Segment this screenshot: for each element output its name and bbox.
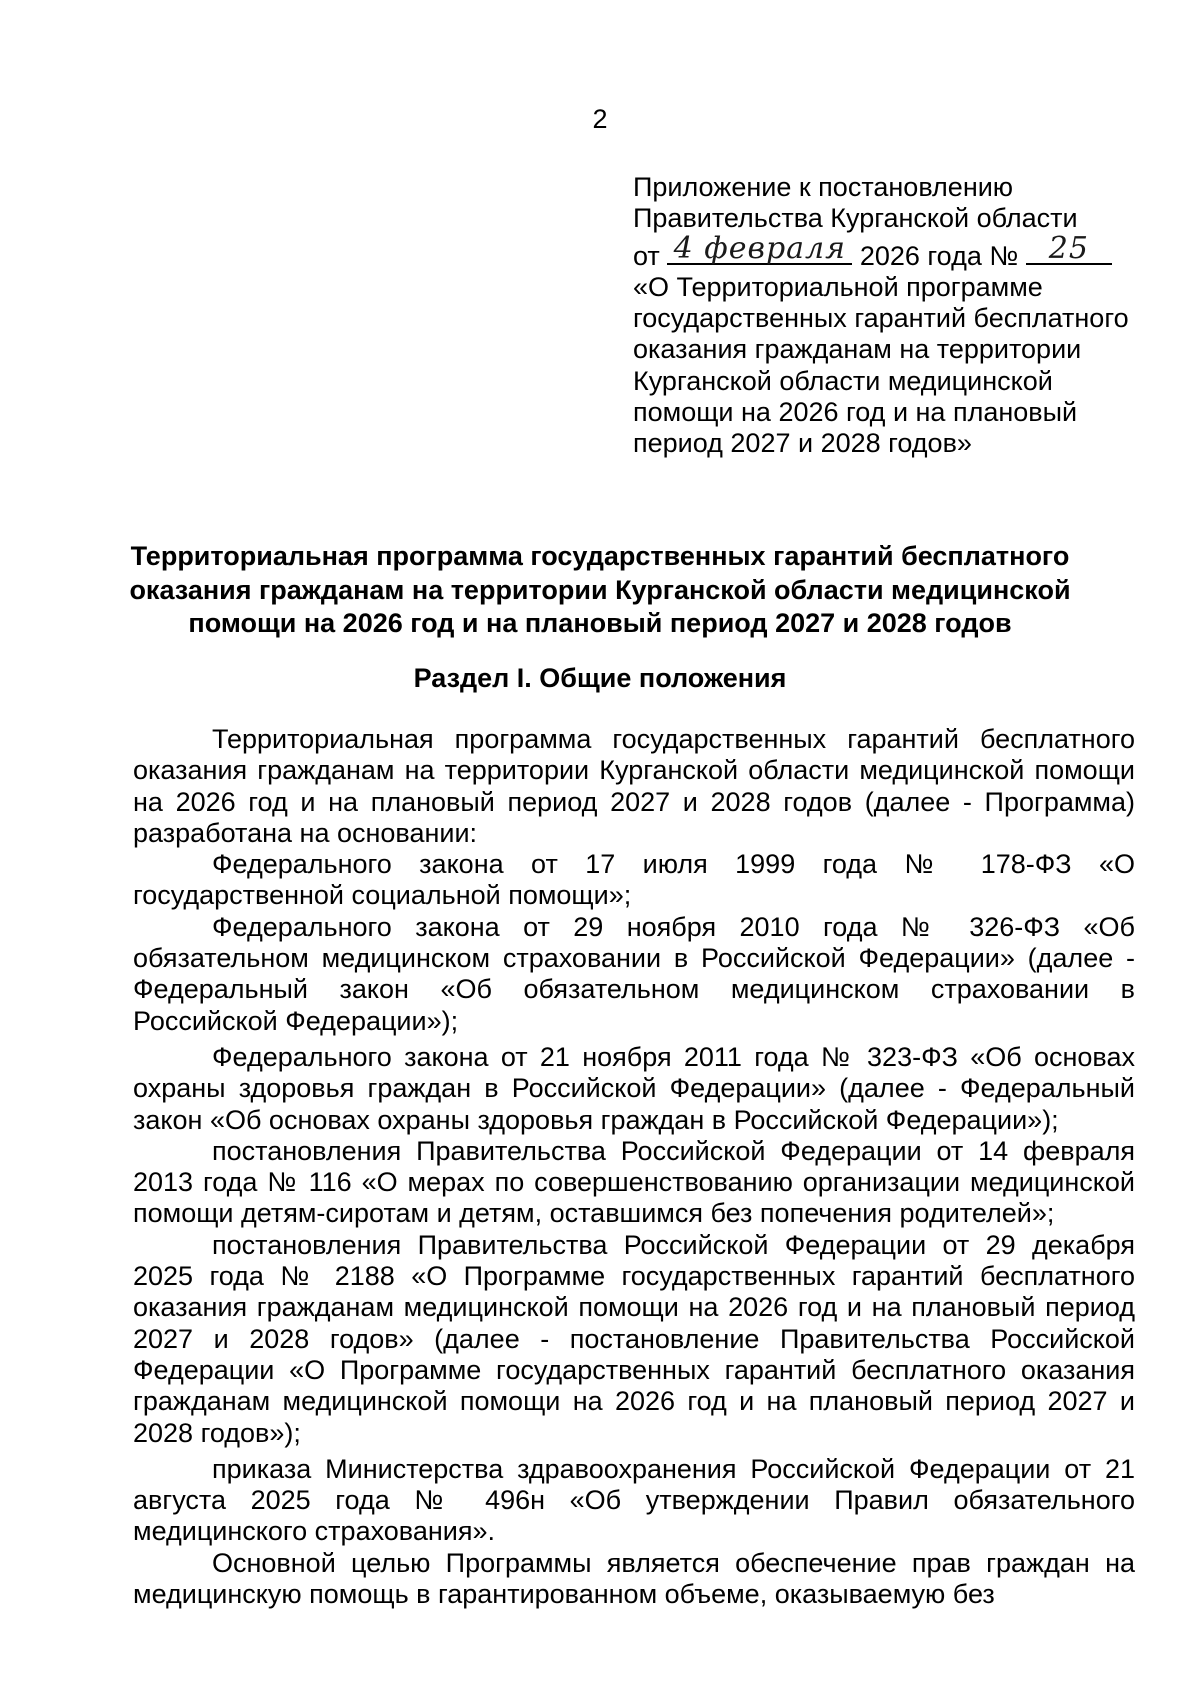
- section-heading: Раздел I. Общие положения: [413, 663, 787, 693]
- appendix-title-line: государственных гарантий бесплатного: [633, 303, 1129, 334]
- paragraph: Территориальная программа государственных гарантий бесплатного оказания гражданам на территории Курганской области медицинской помощи на 2026 год и на плановый период 2027 и 2028 годов (далее - Программа) разработана на основании:: [133, 724, 1135, 848]
- paragraph: Федерального закона от 17 июля 1999 года № 178-ФЗ «О государственной социальной помощи»;: [133, 849, 1135, 911]
- document-title-line: оказания гражданам на территории Курганской области медицинской: [129, 574, 1071, 605]
- paragraph: Федерального закона от 21 ноября 2011 года № 323-ФЗ «Об основах охраны здоровья граждан в Российской Федерации» (далее - Федеральный закон «Об основах охраны здоровья граждан в Российской Федерации»);: [133, 1041, 1135, 1135]
- appendix-line-2: Правительства Курганской области: [633, 203, 1078, 234]
- appendix-title-line: период 2027 и 2028 годов»: [633, 428, 972, 459]
- number-field: [1026, 231, 1112, 267]
- appendix-title-line: оказания гражданам на территории: [633, 334, 1082, 365]
- appendix-title-line: помощи на 2026 год и на плановый: [633, 397, 1078, 428]
- appendix-date-line: [633, 231, 1153, 272]
- date-prefix: от: [633, 240, 660, 271]
- year-text: 2026 года №: [859, 240, 1019, 271]
- handwritten-number: 25: [1048, 231, 1089, 267]
- appendix-line-1: Приложение к постановлению: [633, 172, 1014, 202]
- document-title-line: Территориальная программа государственных гарантий бесплатного: [130, 541, 1070, 571]
- document-title: [120, 540, 1080, 641]
- appendix-title-line: Курганской области медицинской: [633, 365, 1053, 396]
- date-field: [667, 231, 852, 267]
- appendix-title-line: «О Территориальной программе: [633, 271, 1043, 302]
- appendix-block: [633, 172, 1153, 460]
- page-number: 2: [592, 104, 608, 134]
- paragraph: постановления Правительства Российской Федерации от 29 декабря 2025 года № 2188 «О Программе государственных гарантий бесплатного оказания гражданам медицинской помощи на 2026 год и на плановый период 2027 и 2028 годов» (далее - постановление Правительства Российской Федерации «О Программе государственных гарантий бесплатного оказания гражданам медицинской помощи на 2026 год и на плановый период 2027 и 2028 годов»);: [133, 1229, 1135, 1448]
- paragraph: приказа Министерства здравоохранения Российской Федерации от 21 августа 2025 года № 496н «Об утверждении Правил обязательного медицинского страхования».: [133, 1453, 1135, 1547]
- handwritten-date: 4 февраля: [673, 231, 846, 267]
- document-title-line: помощи на 2026 год и на плановый период 2027 и 2028 годов: [188, 608, 1012, 638]
- paragraph: постановления Правительства Российской Федерации от 14 февраля 2013 года № 116 «О мерах по совершенствованию организации медицинской помощи детям-сиротам и детям, оставшимся без попечения родителей»;: [133, 1135, 1135, 1229]
- paragraph: Основной целью Программы является обеспечение прав граждан на медицинскую помощь в гарантированном объеме, оказываемую без: [133, 1547, 1135, 1610]
- document-body: [133, 724, 1135, 1610]
- paragraph: Федерального закона от 29 ноября 2010 года № 326-ФЗ «Об обязательном медицинском страховании в Российской Федерации» (далее - Федеральный закон «Об обязательном медицинском страховании в Российской Федерации»);: [133, 911, 1135, 1036]
